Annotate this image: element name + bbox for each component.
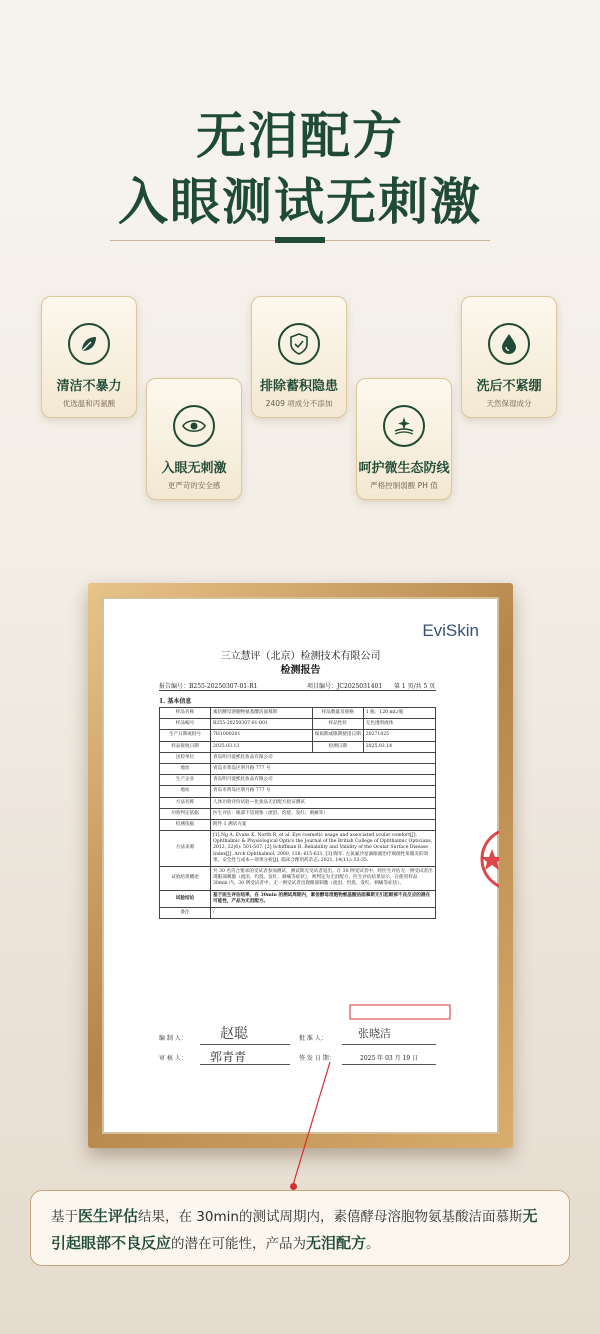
table-cell: 样品接收日期 bbox=[160, 741, 211, 752]
table-cell: B255-20250307-01-001 bbox=[211, 719, 313, 730]
table-cell: 青岛明月爱熙化妆品有限公司 bbox=[211, 775, 436, 786]
table-cell: 20271025 bbox=[363, 730, 435, 741]
reviewer-signature: 郭青青 bbox=[210, 1050, 247, 1064]
feature-title: 清洁不暴力 bbox=[56, 379, 122, 394]
table-cell: 生产日期或批号 bbox=[160, 730, 211, 741]
caption-text: 。 bbox=[366, 1236, 380, 1252]
report-number: 报告编号：B255-20250307-01-R1 bbox=[159, 683, 258, 690]
page-number: 第 1 页/共 5 页 bbox=[394, 683, 436, 690]
table-cell: 样品性状 bbox=[312, 719, 363, 730]
hero-title-line1: 无泪配方 bbox=[196, 107, 404, 165]
table-cell: 2025.03.14 bbox=[363, 741, 435, 752]
table-cell: 样品数量及规格 bbox=[312, 708, 363, 719]
table-cell: 基于医生评估结果，在 30min 的测试周期内，素倍酵母溶胞物氨基酸洁面慕斯无引起眼部不良反应的潜在可能性，产品为无泪配方。 bbox=[211, 890, 436, 907]
feature-subtitle: 天然保湿成分 bbox=[486, 399, 532, 408]
feature-title: 入眼无刺激 bbox=[161, 461, 227, 476]
table-cell: 检测日期 bbox=[312, 741, 363, 752]
table-cell: 共 30 名符合要求的受试者参加测试，测试期无受试者退出。在 30 例受试者中，经医生评估无一例受试者出现眼部刺激（流泪、灼烧、发红、刺痛等症状），则判定为无泪配方。医生评估结果显示，在使用样品 30min 内，30 例受试者中，无一例受试者出现眼部刺激（流泪、灼烧、发红、刺痛等症状）。 bbox=[211, 867, 436, 891]
table-cell: 备注 bbox=[160, 907, 211, 918]
approver-label: 批 准 人： bbox=[299, 1035, 327, 1042]
table-cell: 2025.03.13 bbox=[211, 741, 313, 752]
eviskin-logo: EviSkin bbox=[422, 621, 479, 640]
table-cell: 地址 bbox=[160, 763, 211, 774]
conclusion-caption bbox=[30, 1190, 570, 1266]
table-cell: 素倍酵母溶胞物氨基酸洁面慕斯 bbox=[211, 708, 313, 719]
table-cell: 青岛市黄岛区明月路 777 号 bbox=[211, 763, 436, 774]
editor-signature: 赵聪 bbox=[220, 1026, 248, 1042]
table-cell: 附件 1 测试方案 bbox=[211, 819, 436, 830]
callout-dot bbox=[290, 1183, 297, 1190]
table-cell: 生产企业 bbox=[160, 775, 211, 786]
caption-text: 结果，在 30min的测试周期内，素僖酵母溶胞物氨基酸洁面慕斯 bbox=[138, 1209, 523, 1225]
feature-subtitle: 2409 项成分不添加 bbox=[265, 399, 333, 408]
project-number: 项目编号：JC2025031401 bbox=[307, 683, 383, 690]
table-cell: 样品编号 bbox=[160, 719, 211, 730]
caption-emphasis: 无引起眼部不良反应 bbox=[51, 1207, 538, 1252]
table-cell: / bbox=[211, 907, 436, 918]
table-cell: 方法名称 bbox=[160, 797, 211, 808]
section-heading: 1. 基本信息 bbox=[159, 698, 192, 705]
caption-emphasis: 无泪配方 bbox=[306, 1234, 367, 1252]
issue-date: 2025 年 03 月 19 日 bbox=[360, 1055, 419, 1062]
caption-text: 基于 bbox=[51, 1209, 78, 1225]
approver-signature: 张晓洁 bbox=[358, 1027, 391, 1040]
table-cell: [1] Ng A, Evans K, North R, et al. Eye cosmetic usage and associated ocular comfort[J]. Ophthalmic & Physiological Optics the Journal of the British College of Ophthalmic Opticians, 2012, 32(6): 501-507. [2] Schiffman R. Reliability and Validity of the Ocular Surface Disease Index[J]. Arch Ophthalmol, 2000, 118: 615-621. [3] 陶军. 左氧氟沙星滴眼液治疗细菌性角膜炎的效果、安全性与成本—效果分析[J]. 临床合理用药杂志, 2021, 14(11): 33-35. bbox=[211, 831, 436, 867]
table-cell: 青岛明月爱熙化妆品有限公司 bbox=[211, 752, 436, 763]
feature-subtitle: 优选温和丙氨酸 bbox=[62, 399, 116, 408]
table-cell: 医生评估：眼部不适现象（流泪、灼烧、发红、刺痛等） bbox=[211, 808, 436, 819]
table-cell: 检测依据 bbox=[160, 819, 211, 830]
table-cell: 试验结果概述 bbox=[160, 867, 211, 891]
feature-title: 洗后不紧绷 bbox=[476, 379, 542, 394]
table-cell: 人体功效评价试验—化妆品无泪配方验证测试 bbox=[211, 797, 436, 808]
table-cell: 试验结论 bbox=[160, 890, 211, 907]
report-title: 检测报告 bbox=[280, 665, 321, 676]
table-cell: 青岛市黄岛区明月路 777 号 bbox=[211, 786, 436, 797]
feature-title: 排除蓄积隐患 bbox=[259, 379, 338, 394]
table-cell: 送检单位 bbox=[160, 752, 211, 763]
caption-text: 的潜在可能性，产品为 bbox=[171, 1236, 307, 1252]
table-cell: 1 瓶；120 mL/瓶 bbox=[363, 708, 435, 719]
feature-subtitle: 严格控制弱酸 PH 值 bbox=[370, 481, 438, 490]
table-cell: 保质期或限期使用日期 bbox=[312, 730, 363, 741]
hero-title-line2: 入眼测试无刺激 bbox=[118, 173, 482, 231]
table-cell: 7H1000201 bbox=[211, 730, 313, 741]
editor-label: 编 制 人： bbox=[159, 1035, 187, 1042]
reviewer-label: 审 核 人： bbox=[159, 1055, 187, 1062]
feature-subtitle: 更严苛的安全感 bbox=[167, 481, 221, 490]
caption-emphasis: 医生评估 bbox=[78, 1207, 139, 1225]
table-cell: 方法来源 bbox=[160, 831, 211, 867]
issue-date-label: 签 发 日 期： bbox=[299, 1055, 335, 1062]
table-cell: 功效判定依据 bbox=[160, 808, 211, 819]
table-cell: 地址 bbox=[160, 786, 211, 797]
feature-title: 呵护微生态防线 bbox=[358, 461, 450, 476]
report-company: 三立慧评（北京）检测技术有限公司 bbox=[220, 651, 381, 662]
table-cell: 样品名称 bbox=[160, 708, 211, 719]
table-cell: 无色透明液体 bbox=[363, 719, 435, 730]
